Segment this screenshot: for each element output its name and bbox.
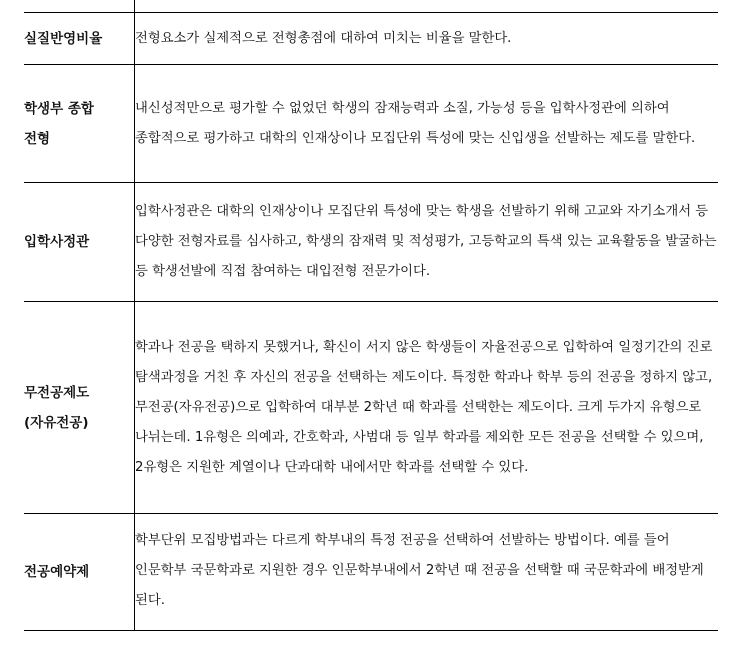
term-cell	[24, 13, 135, 65]
definition-cell: 입학사정관은 대학의 인재상이나 모집단위 특성에 맞는 학생을 선발하기 위해 고교와 자기소개서 등 다양한 전형자료를 심사하고, 학생의 잠재력 및 적성평가, 고등학교의 특색 있는 교육활동을 발굴하는 등 학생선발에 직접 참여하는 대입전형 전문가이다.	[135, 183, 719, 302]
term-label: 입학사정관	[24, 234, 90, 250]
term-label: 전공예약제	[24, 564, 90, 580]
glossary-row	[24, 13, 718, 65]
term-label: 학생부 종합	[24, 100, 94, 117]
term-label: (자유전공)	[24, 414, 89, 431]
glossary-row	[24, 302, 718, 514]
term-cell	[24, 183, 135, 302]
term-cell	[24, 302, 135, 514]
definition-cell: 전형요소가 실제적으로 전형총점에 대하여 미치는 비율을 말한다.	[135, 13, 719, 65]
glossary-row	[24, 514, 718, 631]
glossary-row	[24, 183, 718, 302]
term-cell	[24, 514, 135, 631]
glossary-row	[24, 65, 718, 183]
term-label: 무전공제도	[24, 384, 90, 401]
definition-cell: 내신성적만으로 평가할 수 없었던 학생의 잠재능력과 소질, 가능성 등을 입학사정관에 의하여 종합적으로 평가하고 대학의 인재상이나 모집단위 특성에 맞는 신입생을 선발하는 제도를 말한다.	[135, 65, 719, 183]
definition-cell: 학과나 전공을 택하지 못했거나, 확신이 서지 않은 학생들이 자율전공으로 입학하여 일정기간의 진로 탐색과정을 거친 후 자신의 전공을 선택하는 제도이다. 특정한 학과나 학부 등의 전공을 정하지 않고, 무전공(자유전공)으로 입학하여 대부분 2학년 때 학과를 선택한는 제도이다. 크게 두가지 유형으로 나뉘는데. 1유형은 의예과, 간호학과, 사범대 등 일부 학과를 제외한 모든 전공을 선택할 수 있으며, 2유형은 지원한 계열이나 단과대학 내에서만 학과를 선택할 수 있다.	[135, 302, 719, 514]
column-divider-stub	[134, 0, 135, 12]
term-label: 전형	[24, 130, 51, 147]
term-label: 실질반영비율	[24, 30, 103, 47]
definition-cell: 학부단위 모집방법과는 다르게 학부내의 특정 전공을 선택하여 선발하는 방법이다. 예를 들어 인문학부 국문학과로 지원한 경우 인문학부내에서 2학년 때 전공을 선택할 때 국문학과에 배정받게 된다.	[135, 514, 719, 631]
term-cell	[24, 65, 135, 183]
glossary-table	[24, 12, 718, 631]
